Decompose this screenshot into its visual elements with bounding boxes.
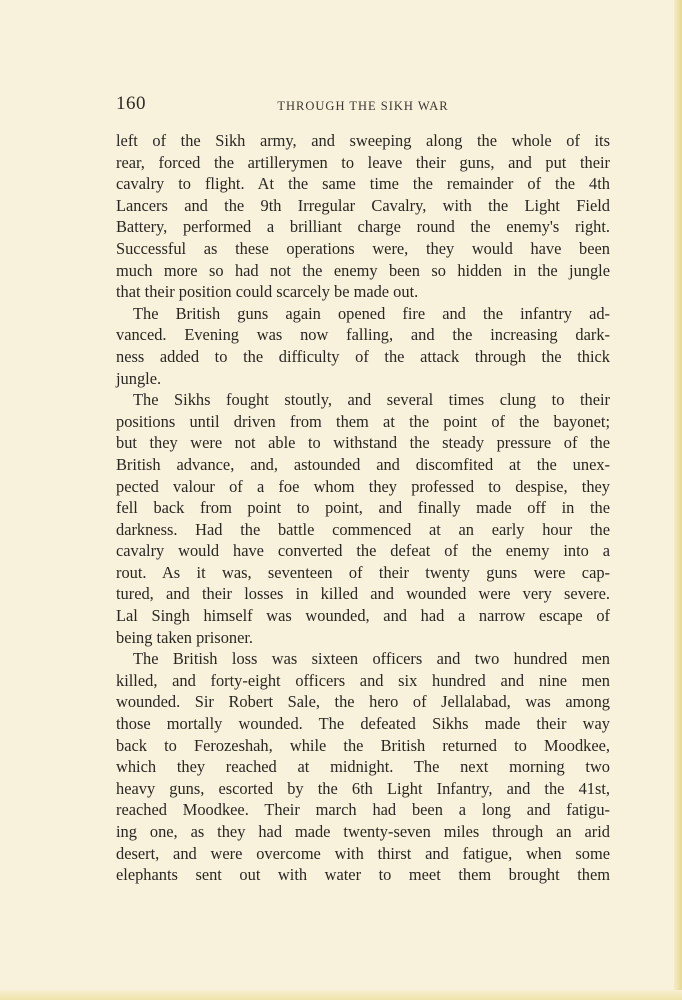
text-line: elephants sent out with water to meet them brought them [116,865,610,885]
text-line: cavalry would have converted the defeat of the enemy into a [116,541,610,561]
text-line: ness added to the difficulty of the attack through the thick [116,346,610,366]
paragraph [116,130,610,303]
text-line: Lancers and the 9th Irregular Cavalry, with the Light Field [116,195,610,215]
page-edge-bottom [0,990,682,1000]
text-line: pected valour of a foe whom they professed to despise, they [116,476,610,496]
text-line: The Sikhs fought stoutly, and several times clung to their [133,390,610,410]
text-line: but they were not able to withstand the steady pressure of the [116,433,610,453]
text-line: which they reached at midnight. The next morning two [116,757,610,777]
text-line: darkness. Had the battle commenced at an early hour the [116,519,610,539]
text-line: desert, and were overcome with thirst and fatigue, when some [116,843,610,863]
text-line: reached Moodkee. Their march had been a long and fatigu- [116,800,610,820]
text-line: those mortally wounded. The defeated Sikhs made their way [116,714,610,734]
text-line: British advance, and, astounded and discomfited at the unex- [116,454,610,474]
text-line: fell back from point to point, and finally made off in the [116,498,610,518]
text-line: killed, and forty-eight officers and six hundred and nine men [116,670,610,690]
text-line: wounded. Sir Robert Sale, the hero of Jellalabad, was among [116,692,610,712]
text-line: much more so had not the enemy been so hidden in the jungle [116,260,610,280]
page-header [116,93,610,117]
text-line: rout. As it was, seventeen of their twenty guns were cap- [116,562,610,582]
text-line: that their position could scarcely be made out. [116,282,419,302]
text-line: The British loss was sixteen officers and two hundred men [133,649,610,669]
text-line: The British guns again opened fire and the infantry ad- [133,303,610,323]
text-line: Battery, performed a brilliant charge round the enemy's right. [116,217,610,237]
body-text [116,130,610,886]
page-number: 160 [116,93,146,114]
text-line: jungle. [116,368,162,388]
text-line: Lal Singh himself was wounded, and had a narrow escape of [116,606,610,626]
paragraph [116,303,610,389]
text-line: ing one, as they had made twenty-seven miles through an arid [116,822,610,841]
text-line: heavy guns, escorted by the 6th Light Infantry, and the 41st, [116,778,610,798]
text-line: left of the Sikh army, and sweeping along the whole of its [116,131,610,150]
text-line: cavalry to flight. At the same time the remainder of the 4th [116,174,610,194]
text-line: vanced. Evening was now falling, and the increasing dark- [116,325,610,345]
page-edge-right [674,0,682,1000]
running-head: THROUGH THE SIKH WAR [277,99,449,113]
text-line: being taken prisoner. [116,627,254,647]
text-line: tured, and their losses in killed and wounded were very severe. [116,584,610,604]
paragraph [116,648,610,886]
paragraph [116,389,610,648]
text-line: rear, forced the artillerymen to leave their guns, and put their [116,152,610,172]
text-line: back to Ferozeshah, while the British returned to Moodkee, [116,735,610,755]
text-line: Successful as these operations were, they would have been [116,238,610,258]
text-line: positions until driven from them at the point of the bayonet; [116,411,610,431]
